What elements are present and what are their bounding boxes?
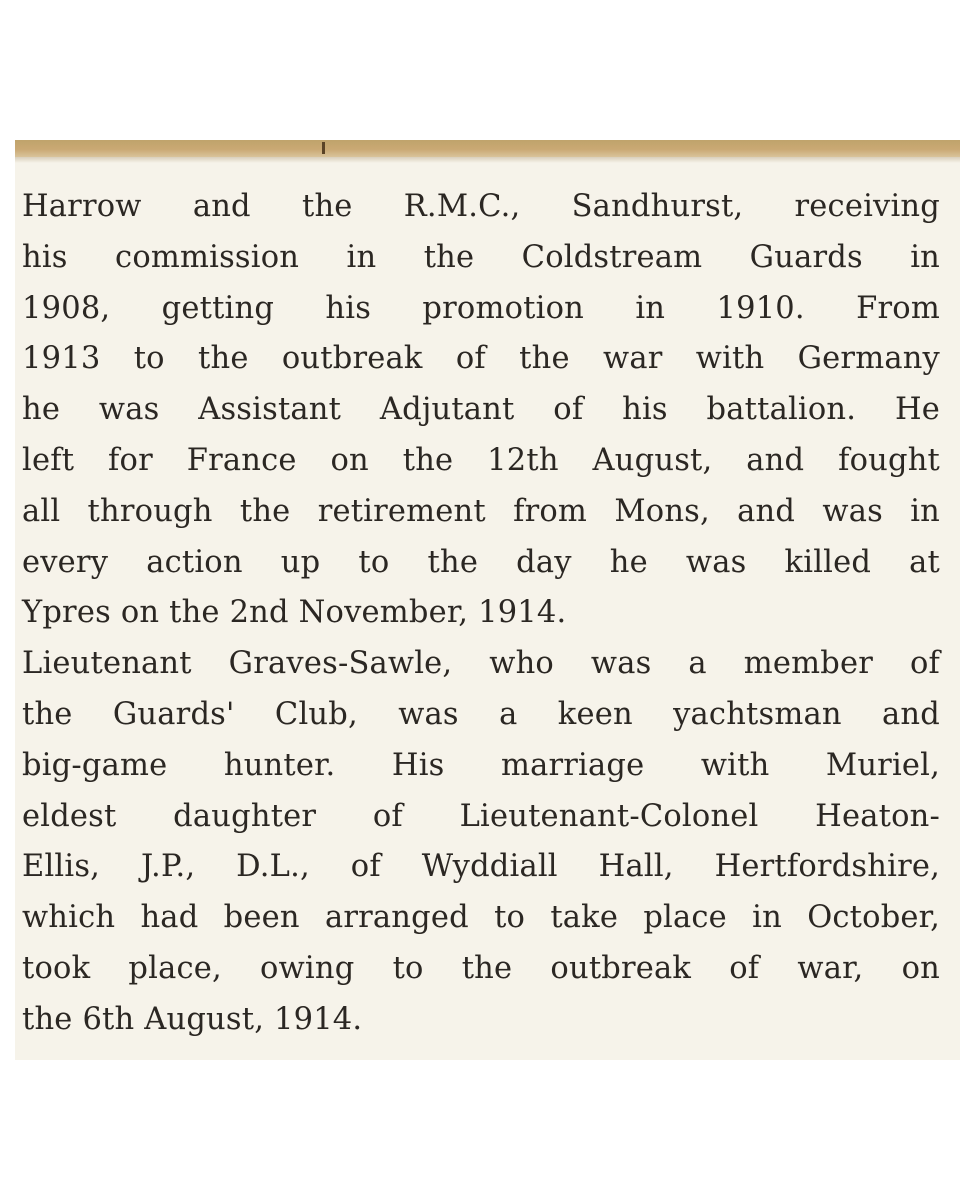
text-line: every action up to the day he was killed at	[22, 544, 940, 580]
body-text	[22, 182, 940, 1046]
text-line: left for France on the 12th August, and fought	[22, 442, 940, 478]
text-line: 1913 to the outbreak of the war with Germany	[22, 341, 940, 377]
text-line: all through the retirement from Mons, and was in	[22, 493, 940, 529]
text-line: which had been arranged to take place in October,	[22, 900, 940, 936]
text-line: he was Assistant Adjutant of his battalion. He	[22, 392, 940, 428]
text-line: the 6th August, 1914.	[22, 1001, 363, 1037]
text-line: big-game hunter. His marriage with Muriel,	[22, 747, 940, 783]
edge-mark	[322, 142, 325, 154]
text-line: 1908, getting his promotion in 1910. From	[22, 290, 940, 326]
text-line: took place, owing to the outbreak of war, on	[22, 950, 940, 986]
scanned-page	[15, 140, 960, 1060]
edge-shadow	[15, 157, 960, 163]
text-line: his commission in the Coldstream Guards in	[22, 239, 940, 275]
text-line: eldest daughter of Lieutenant-Colonel Heaton-	[22, 798, 940, 834]
text-line: Ellis, J.P., D.L., of Wyddiall Hall, Hertfordshire,	[22, 849, 940, 885]
text-line: the Guards' Club, was a keen yachtsman and	[22, 696, 940, 732]
text-line: Harrow and the R.M.C., Sandhurst, receiving	[22, 189, 940, 224]
text-line: Lieutenant Graves-Sawle, who was a member of	[22, 646, 940, 682]
text-line: Ypres on the 2nd November, 1914.	[22, 595, 567, 631]
page-top-edge	[15, 140, 960, 157]
